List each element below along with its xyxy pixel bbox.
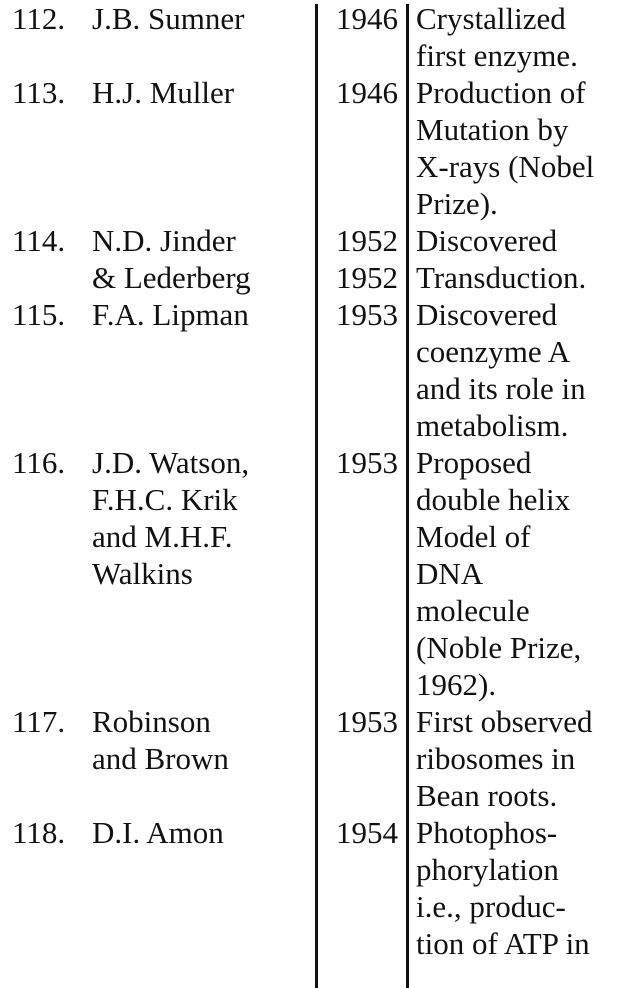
discovery-year: 1953 — [336, 445, 398, 480]
discovery-description: Discovered Transduction. — [416, 223, 587, 295]
table-row — [0, 814, 639, 962]
row-number: 114. — [12, 223, 66, 258]
discovery-year: 1954 — [336, 815, 398, 850]
discovery-description: Crystallized first enzyme. — [416, 1, 578, 73]
scientist-name: N.D. Jinder & Lederberg — [92, 223, 251, 295]
row-number: 115. — [12, 297, 66, 332]
scientist-name: Robinson and Brown — [92, 704, 229, 776]
row-number: 118. — [12, 815, 66, 850]
discovery-year: 1946 — [336, 1, 398, 36]
scientist-name: J.B. Sumner — [92, 1, 245, 36]
table-row — [0, 703, 639, 814]
scientist-name: D.I. Amon — [92, 815, 224, 850]
table-row — [0, 296, 639, 444]
scientist-name: H.J. Muller — [92, 75, 235, 110]
discovery-year: 1946 — [336, 75, 398, 110]
discovery-description: Production of Mutation by X-rays (Nobel Prize). — [416, 75, 595, 221]
row-number: 117. — [12, 704, 66, 739]
scientist-name: F.A. Lipman — [92, 297, 249, 332]
discovery-year: 1952 1952 — [336, 223, 398, 295]
row-number: 113. — [12, 75, 66, 110]
discovery-description: First observed ribosomes in Bean roots. — [416, 704, 593, 813]
table-row — [0, 74, 639, 222]
row-number: 112. — [12, 1, 66, 36]
scientist-name: J.D. Watson, F.H.C. Krik and M.H.F. Walkins — [92, 445, 250, 591]
discovery-year: 1953 — [336, 297, 398, 332]
row-number: 116. — [12, 445, 66, 480]
table-row — [0, 222, 639, 296]
discovery-description: Discovered coenzyme A and its role in metabolism. — [416, 297, 586, 443]
table-row — [0, 0, 639, 74]
discovery-year: 1953 — [336, 704, 398, 739]
discovery-description: Proposed double helix Model of DNA molecule (Noble Prize, 1962). — [416, 445, 582, 702]
discovery-description: Photophos- phorylation i.e., produc- tion of ATP in — [416, 815, 590, 961]
table-row — [0, 444, 639, 703]
